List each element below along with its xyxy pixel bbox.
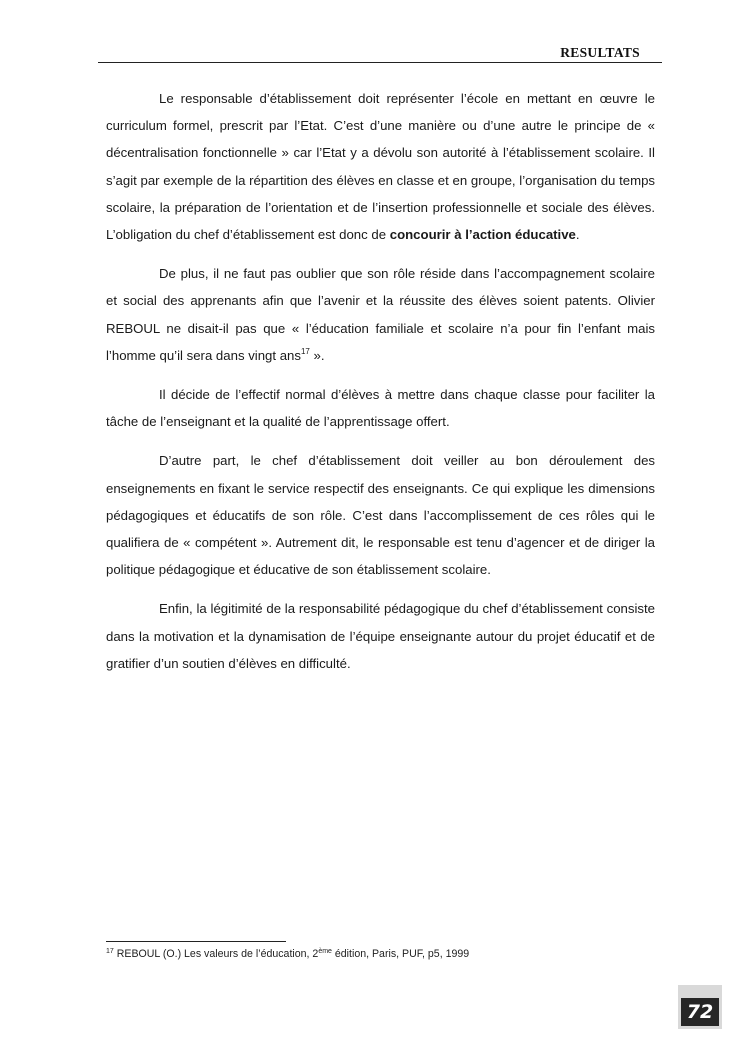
footnote-text-before: REBOUL (O.) Les valeurs de l’éducation, 2 bbox=[113, 948, 319, 960]
page-number: 72 bbox=[681, 998, 719, 1026]
paragraph-5-text: Enfin, la légitimité de la responsabilité pédagogique du chef d’établissement consiste dans la motivation et la dynamisation de l’équipe enseignante autour du projet éducatif et de gratifier d’un soutien d’élèves en difficulté. bbox=[106, 601, 655, 671]
page-header bbox=[98, 42, 662, 63]
paragraph-2-text: De plus, il ne faut pas oublier que son rôle réside dans l’accompagnement scolaire et social des apprenants afin que l’avenir et la réussite des élèves soient patents. Olivier REBOUL ne disait-il pas que « l’éducation familiale et scolaire n’a pour fin l’enfant mais l’homme qu’il sera dans vingt ans bbox=[106, 266, 655, 363]
paragraph-1-bold: concourir à l’action éducative bbox=[389, 227, 576, 243]
paragraph-5 bbox=[106, 595, 655, 677]
footnote-separator bbox=[106, 941, 286, 942]
footnote bbox=[106, 948, 666, 960]
footnote-superscript: ème bbox=[318, 948, 332, 955]
paragraph-4-text: D’autre part, le chef d’établissement doit veiller au bon déroulement des enseignements en fixant le service respectif des enseignants. Ce qui explique les dimensions pédagogiques et éducatifs de son rôle. C’est dans l’accomplissement de ces rôles qui le qualifiera de « compétent ». Autrement dit, le responsable est tenu d’agencer et de diriger la politique pédagogique et éducative de son établissement scolaire. bbox=[106, 453, 655, 578]
paragraph-3 bbox=[106, 381, 655, 435]
paragraph-3-text: Il décide de l’effectif normal d’élèves à mettre dans chaque classe pour faciliter la tâche de l’enseignant et la qualité de l’apprentissage offert. bbox=[106, 387, 655, 430]
paragraph-1 bbox=[106, 85, 655, 248]
paragraph-1-text: Le responsable d’établissement doit représenter l’école en mettant en œuvre le curriculum formel, prescrit par l’Etat. C’est d’une manière ou d’une autre le principe de « décentralisation fonctionnelle » car l’Etat y a dévolu son autorité à l’établissement scolaire. Il s’agit par exemple de la répartition des élèves en classe et en groupe, l’organisation du temps scolaire, la préparation de l’orientation et de l’insertion professionnelle et sociale des élèves. L’obligation du chef d’établissement est donc de bbox=[106, 91, 655, 243]
section-title: RESULTATS bbox=[560, 45, 640, 60]
document-body bbox=[106, 85, 655, 689]
paragraph-4 bbox=[106, 447, 655, 583]
paragraph-2-end: ». bbox=[309, 347, 325, 363]
footnote-text-after: édition, Paris, PUF, p5, 1999 bbox=[331, 948, 470, 960]
page-number-box bbox=[678, 985, 722, 1029]
paragraph-2 bbox=[106, 260, 655, 369]
footnote-number: 17 bbox=[106, 948, 114, 955]
footnote-reference[interactable]: 17 bbox=[300, 346, 310, 356]
paragraph-1-end: . bbox=[575, 227, 580, 243]
